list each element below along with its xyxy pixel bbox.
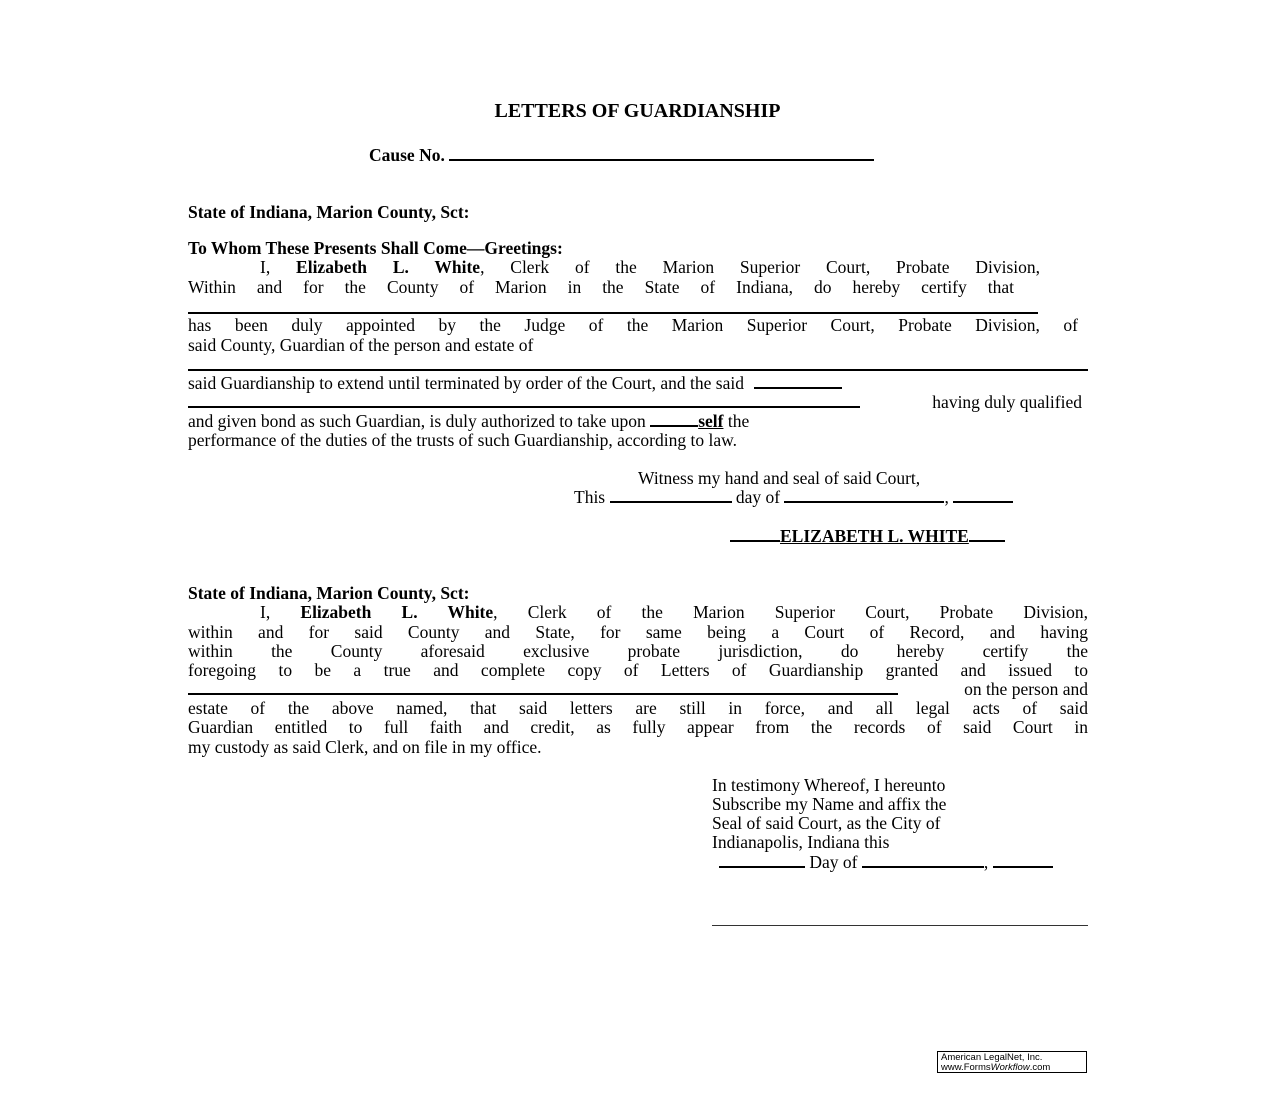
section2-line3: within the County aforesaid exclusive probate jurisdiction, do hereby certify the bbox=[188, 641, 1088, 661]
pronoun-blank[interactable] bbox=[650, 411, 698, 427]
section1-line8: performance of the duties of the trusts of such Guardianship, according to law. bbox=[188, 430, 737, 450]
ward-name-blank[interactable] bbox=[188, 369, 1088, 371]
guardian-name-blank-2[interactable] bbox=[188, 679, 898, 695]
year-blank-2[interactable] bbox=[993, 852, 1053, 868]
section2-line5: on the person and bbox=[188, 679, 1088, 699]
month-blank-2[interactable] bbox=[862, 852, 984, 868]
witness-line: Witness my hand and seal of said Court, bbox=[638, 468, 921, 488]
section1-line6: having duly qualified bbox=[188, 392, 1088, 412]
clerk-signature: ELIZABETH L. WHITE bbox=[730, 526, 1005, 546]
section1-line4: said County, Guardian of the person and estate of bbox=[188, 335, 534, 355]
section1-heading: State of Indiana, Marion County, Sct: bbox=[188, 202, 470, 222]
guardian-name-blank[interactable] bbox=[188, 312, 1038, 314]
signature-line[interactable] bbox=[712, 925, 1088, 926]
section2-line2: within and for said County and State, for same being a Court of Record, and having bbox=[188, 622, 1088, 642]
greeting: To Whom These Presents Shall Come—Greetings: bbox=[188, 238, 563, 258]
cause-label: Cause No. bbox=[369, 145, 445, 165]
section2-line4: foregoing to be a true and complete copy of Letters of Guardianship granted and issued to bbox=[188, 660, 1088, 680]
guardian-title-blank[interactable] bbox=[754, 373, 842, 389]
testimony-line3: Seal of said Court, as the City of bbox=[712, 813, 941, 833]
section2-line7: Guardian entitled to full faith and credit, as fully appear from the records of said Court in bbox=[188, 717, 1088, 737]
section2-line6: estate of the above named, that said letters are still in force, and all legal acts of said bbox=[188, 698, 1088, 718]
cause-number bbox=[369, 145, 874, 165]
document-title: LETTERS OF GUARDIANSHIP bbox=[494, 100, 781, 122]
testimony-date: Day of , bbox=[719, 852, 1053, 872]
section1-line2: Within and for the County of Marion in the State of Indiana, do hereby certify that bbox=[188, 277, 1014, 297]
testimony-line1: In testimony Whereof, I hereunto bbox=[712, 775, 946, 795]
testimony-line2: Subscribe my Name and affix the bbox=[712, 794, 947, 814]
cause-number-blank[interactable] bbox=[449, 145, 874, 161]
day-blank[interactable] bbox=[610, 487, 732, 503]
day-blank-2[interactable] bbox=[719, 852, 805, 868]
section1-line1: I, Elizabeth L. White, Clerk of the Marion Superior Court, Probate Division, bbox=[260, 257, 1040, 277]
section1-line5: said Guardianship to extend until terminated by order of the Court, and the said bbox=[188, 373, 1088, 393]
guardian-blank-2[interactable] bbox=[188, 392, 860, 408]
section1-line3: has been duly appointed by the Judge of the Marion Superior Court, Probate Division, of bbox=[188, 315, 1078, 335]
month-blank[interactable] bbox=[784, 487, 944, 503]
testimony-line4: Indianapolis, Indiana this bbox=[712, 832, 890, 852]
section1-line7: and given bond as such Guardian, is duly authorized to take upon self the bbox=[188, 411, 750, 431]
witness-date: This day of , bbox=[574, 487, 1013, 507]
section2-heading: State of Indiana, Marion County, Sct: bbox=[188, 583, 470, 603]
section2-line8: my custody as said Clerk, and on file in my office. bbox=[188, 737, 542, 757]
legalnet-badge: American LegalNet, Inc. www.FormsWorkflow.com bbox=[937, 1051, 1087, 1073]
section2-line1: I, Elizabeth L. White, Clerk of the Marion Superior Court, Probate Division, bbox=[260, 602, 1088, 622]
year-blank[interactable] bbox=[953, 487, 1013, 503]
